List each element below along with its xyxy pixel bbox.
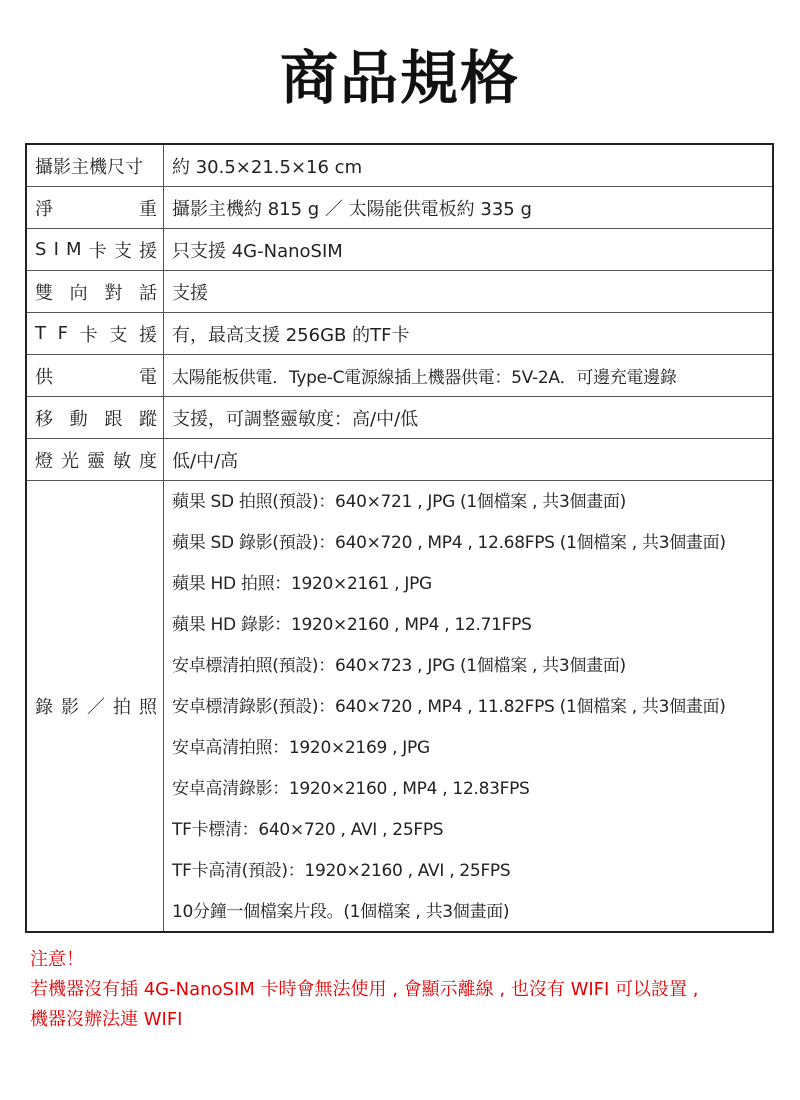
spec-value-light: 低/中/高 [172, 450, 239, 472]
label-char: ／ [87, 697, 105, 718]
notice-line-2: 機器沒辦法連 WIFI [30, 1009, 183, 1030]
label-char: T [35, 323, 46, 344]
recording-line: 蘋果 HD 拍照：1920×2161 , JPG [172, 573, 432, 594]
label-char: S [35, 239, 47, 260]
spec-row-motion [27, 397, 772, 439]
label-char: F [57, 323, 69, 344]
notice [30, 945, 775, 1035]
recording-line: TF卡高清(預設)：1920×2160 , AVI , 25FPS [172, 860, 511, 881]
label-char: 度 [139, 450, 157, 472]
label-char: 對 [104, 282, 123, 304]
spec-row-weight [27, 187, 772, 229]
recording-line: 安卓高清拍照：1920×2169 , JPG [172, 737, 430, 758]
label-char: 動 [69, 408, 88, 430]
spec-label-recording [27, 481, 164, 931]
recording-line: TF卡標清：640×720 , AVI , 25FPS [172, 819, 444, 840]
spec-row-power [27, 355, 772, 397]
label-char: 跟 [104, 408, 123, 430]
label-char: 移 [35, 408, 53, 430]
label-char: 援 [138, 324, 157, 346]
label-char: 影 [61, 697, 79, 718]
spec-label-power [27, 355, 164, 396]
label-char: 卡 [88, 240, 107, 262]
label-char: 錄 [35, 697, 53, 718]
spec-table [25, 143, 774, 933]
recording-line: 10分鐘一個檔案片段。(1個檔案 , 共3個畫面) [172, 901, 510, 922]
spec-row-talk [27, 271, 772, 313]
label-char: 拍 [113, 697, 131, 718]
spec-value-power: 太陽能板供電．Type-C電源線插上機器供電：5V-2A．可邊充電邊錄 [172, 368, 677, 388]
spec-value-sim: 只支援 4G-NanoSIM [172, 240, 343, 262]
label-char: I [53, 239, 59, 260]
label-char: 重 [139, 198, 157, 220]
spec-value-size: 約 30.5×21.5×16 cm [172, 156, 363, 178]
spec-label-sim [27, 229, 164, 270]
spec-label-motion [27, 397, 164, 438]
spec-value-motion: 支援，可調整靈敏度：高/中/低 [172, 408, 419, 430]
label-char: 向 [69, 282, 88, 304]
label-char: 支 [113, 240, 132, 262]
label-char: M [66, 239, 82, 260]
spec-value-talk: 支援 [172, 282, 208, 304]
label-char: 雙 [35, 282, 53, 304]
label-char: 照 [139, 697, 157, 718]
spec-label-light [27, 439, 164, 480]
spec-row-light [27, 439, 772, 481]
label-char: 援 [138, 240, 157, 262]
spec-value-tf: 有，最高支援 256GB 的TF卡 [172, 324, 410, 346]
recording-line: 安卓標清拍照(預設)：640×723 , JPG (1個檔案 , 共3個畫面) [172, 655, 626, 676]
spec-row-size [27, 145, 772, 187]
recording-line: 安卓標清錄影(預設)：640×720 , MP4 , 11.82FPS (1個檔案 , 共3個畫面) [172, 696, 726, 717]
label-char: 話 [138, 282, 157, 304]
notice-line-1: 若機器沒有插 4G-NanoSIM 卡時會無法使用 , 會顯示離線 , 也沒有 WIFI 可以設置 , [30, 979, 699, 1000]
label-char: 光 [61, 450, 79, 472]
label-char: 供 [35, 366, 53, 388]
recording-line: 蘋果 HD 錄影：1920×2160 , MP4 , 12.71FPS [172, 614, 532, 635]
label-char: 淨 [35, 198, 53, 220]
recording-line: 安卓高清錄影：1920×2160 , MP4 , 12.83FPS [172, 778, 530, 799]
spec-label-weight [27, 187, 164, 228]
recording-line: 蘋果 SD 拍照(預設)：640×721 , JPG (1個檔案 , 共3個畫面) [172, 491, 626, 512]
spec-label-talk [27, 271, 164, 312]
label-char: 卡 [79, 324, 98, 346]
notice-heading: 注意！ [30, 949, 84, 970]
label-char: 蹤 [138, 408, 157, 430]
label-char: 燈 [35, 450, 53, 472]
page-title: 商品規格 [279, 44, 520, 112]
spec-row-recording [27, 481, 772, 931]
spec-value-recording [164, 481, 772, 931]
spec-label-size-text: 攝影主機尺寸 [35, 156, 143, 178]
spec-label-tf [27, 313, 164, 354]
spec-row-tf [27, 313, 772, 355]
spec-row-sim [27, 229, 772, 271]
label-char: 靈 [87, 450, 105, 472]
label-char: 電 [139, 366, 157, 388]
recording-line: 蘋果 SD 錄影(預設)：640×720 , MP4 , 12.68FPS (1個檔案 , 共3個畫面) [172, 532, 726, 553]
label-char: 支 [109, 324, 128, 346]
spec-label-size [27, 145, 164, 186]
label-char: 敏 [113, 450, 131, 472]
spec-value-weight: 攝影主機約 815 g ／ 太陽能供電板約 335 g [172, 198, 532, 220]
